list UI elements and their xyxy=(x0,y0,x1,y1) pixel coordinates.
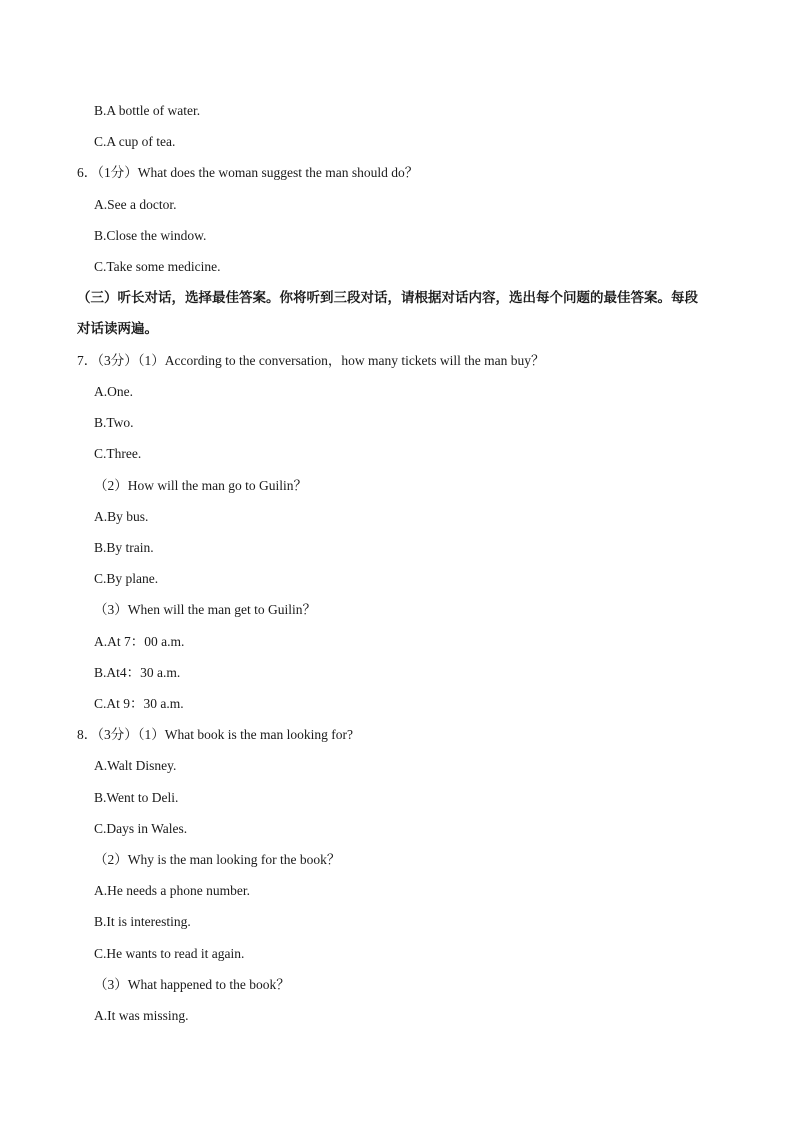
option-8-1c: C.Days in Wales. xyxy=(94,821,188,836)
option-7-1c: C.Three. xyxy=(94,446,142,461)
option-8-2c: C.He wants to read it again. xyxy=(94,946,245,961)
option-7-2a: A.By bus. xyxy=(94,509,149,524)
option-7-3c: C.At 9：30 a.m. xyxy=(94,696,184,711)
question-7-3: （3）When will the man get to Guilin？ xyxy=(94,602,316,617)
question-8-2: （2）Why is the man looking for the book？ xyxy=(94,852,341,867)
option-7-2c: C.By plane. xyxy=(94,571,159,586)
option-6a: A.See a doctor. xyxy=(94,197,177,212)
option-8-2b: B.It is interesting. xyxy=(94,914,191,929)
option-8-2a: A.He needs a phone number. xyxy=(94,883,250,898)
option-8-3a: A.It was missing. xyxy=(94,1008,189,1023)
option-7-1b: B.Two. xyxy=(94,415,134,430)
option-7-3b: B.At4：30 a.m. xyxy=(94,665,181,680)
question-8: 8．（3分）（1）What book is the man looking for? xyxy=(77,727,353,742)
option-5c: C.A cup of tea. xyxy=(94,134,176,149)
option-7-1a: A.One. xyxy=(94,384,133,399)
option-8-1a: A.Walt Disney. xyxy=(94,758,177,773)
question-6: 6．（1分）What does the woman suggest the man should do？ xyxy=(77,165,419,180)
question-8-3: （3）What happened to the book？ xyxy=(94,977,290,992)
option-6b: B.Close the window. xyxy=(94,228,207,243)
section-3-instruction-cont: 对话读两遍。 xyxy=(77,321,158,336)
option-6c: C.Take some medicine. xyxy=(94,259,221,274)
option-5b: B.A bottle of water. xyxy=(94,103,201,118)
option-8-1b: B.Went to Deli. xyxy=(94,790,179,805)
option-7-3a: A.At 7：00 a.m. xyxy=(94,634,185,649)
section-3-instruction: （三）听长对话，选择最佳答案。你将听到三段对话，请根据对话内容，选出每个问题的最佳答案。每段 xyxy=(77,290,698,305)
question-7: 7．（3分）（1）According to the conversation，how many tickets will the man buy？ xyxy=(77,353,545,368)
option-7-2b: B.By train. xyxy=(94,540,154,555)
question-7-2: （2）How will the man go to Guilin？ xyxy=(94,478,307,493)
